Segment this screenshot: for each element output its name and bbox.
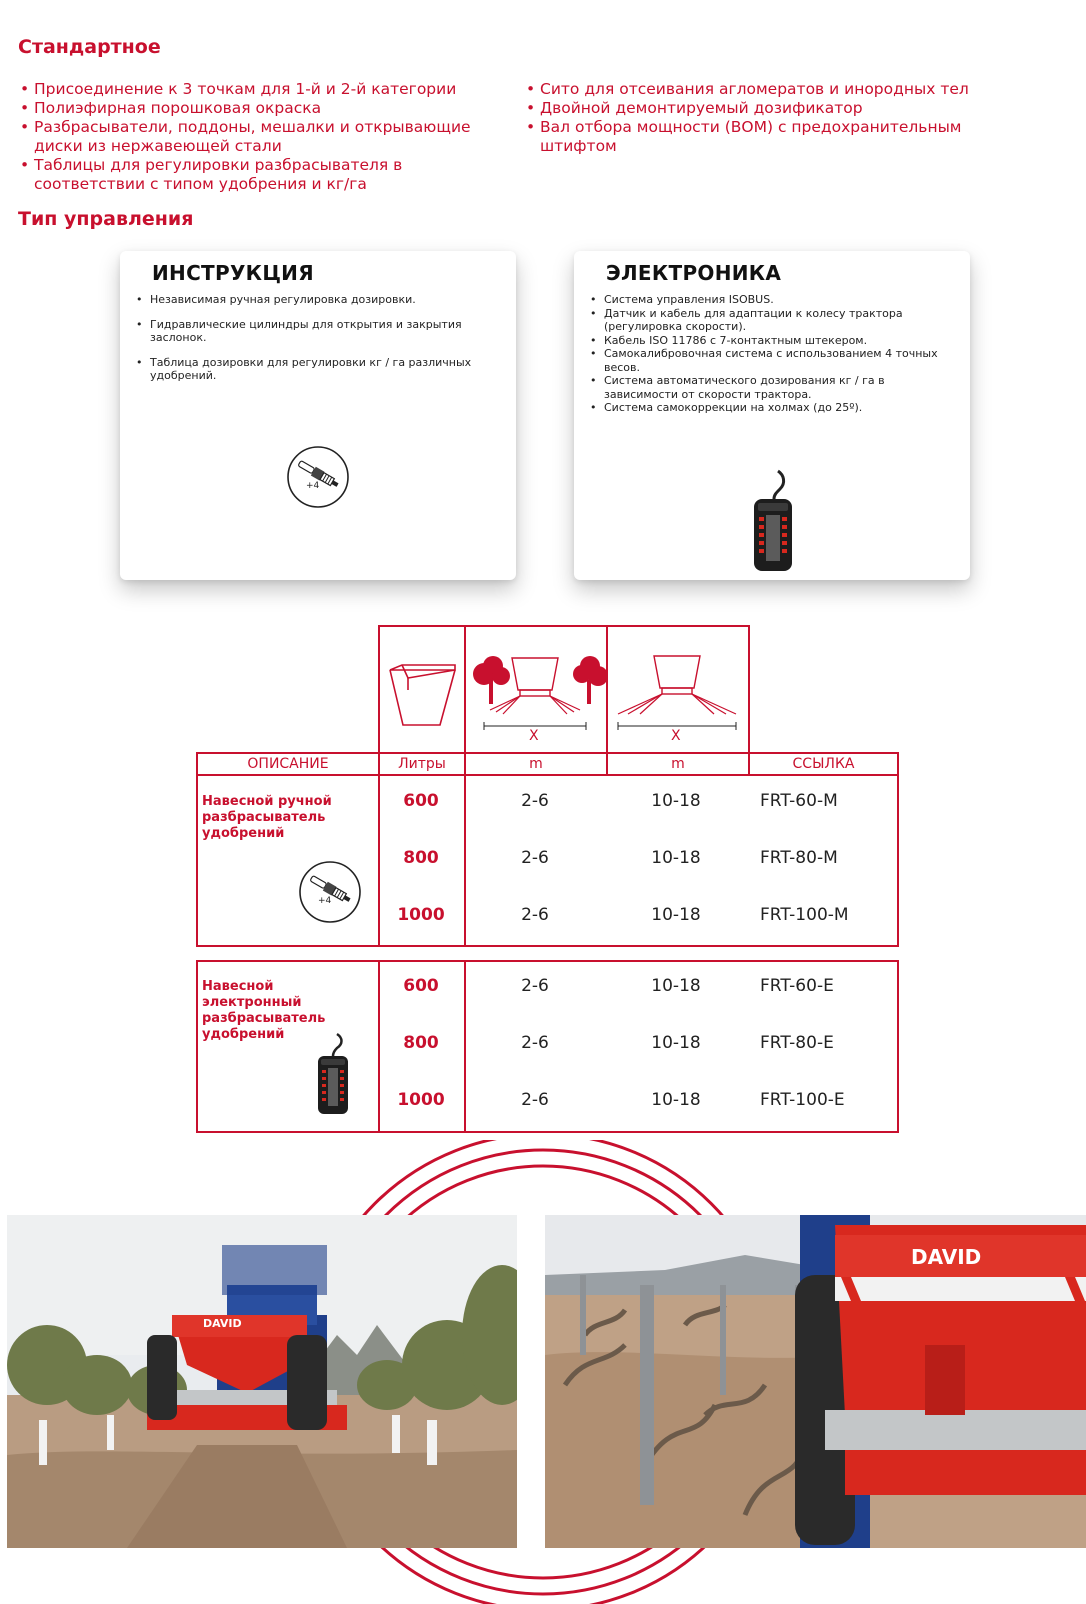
width-orchard-cell: 2-6 [521,905,549,925]
list-item: • Система самокоррекции на холмах (до 25º). [588,401,958,415]
width-field-cell: 10-18 [651,1090,701,1110]
width-field-cell: 10-18 [651,1033,701,1053]
header-description: ОПИСАНИЕ [247,756,329,772]
width-orchard-cell: 2-6 [521,791,549,811]
list-item: • Гидравлические цилиндры для открытия и закрытия заслонок. [134,318,494,345]
orchard-photo [7,1215,517,1548]
electronic-card-title: ЭЛЕКТРОНИКА [606,261,782,285]
isobus-controller-icon [315,1032,351,1116]
brand-logo: DAVID [203,1317,242,1330]
width-field-cell: 10-18 [651,905,701,925]
header-liters: Литры [398,756,446,772]
orchard-spread-icon [473,656,608,730]
list-item: • Система управления ISOBUS. [588,293,958,307]
group-description: Навесной электронный разбрасыватель удобрений [202,979,326,1042]
liters-cell: 600 [403,976,439,996]
list-item: • Система автоматического дозирования кг / га в зависимости от скорости трактора. [588,374,958,401]
list-item: • Разбрасыватели, поддоны, мешалки и открывающие диски из нержавеющей стали [18,118,488,156]
width-orchard-cell: 2-6 [521,1033,549,1053]
header-width-orchard: m [529,756,543,772]
width-orchard-cell: 2-6 [521,848,549,868]
reference-cell: FRT-80-E [760,1033,834,1053]
manual-card-title: ИНСТРУКЦИЯ [152,261,314,285]
list-item: • Вал отбора мощности (ВОМ) с предохранительным штифтом [524,118,994,156]
field-spread-icon [618,656,736,730]
liters-cell: 800 [403,848,439,868]
width-field-cell: 10-18 [651,791,701,811]
reference-cell: FRT-100-E [760,1090,845,1110]
spread-width-marker: X [529,728,539,744]
icon-label: +4 [318,896,332,906]
width-field-cell: 10-18 [651,976,701,996]
list-item: • Датчик и кабель для адаптации к колесу трактора (регулировка скорости). [588,307,958,334]
list-item: • Самокалибровочная система с использованием 4 точных весов. [588,347,958,374]
hopper-icon [390,665,455,725]
header-width-field: m [671,756,685,772]
brand-logo: DAVID [911,1245,982,1269]
reference-cell: FRT-80-M [760,848,838,868]
reference-cell: FRT-100-M [760,905,849,925]
liters-cell: 800 [403,1033,439,1053]
list-item: • Таблица дозировки для регулировки кг / га различных удобрений. [134,356,494,383]
width-orchard-cell: 2-6 [521,1090,549,1110]
hydraulic-connector-icon [298,860,362,924]
control-title: Тип управления [18,208,194,230]
list-item: • Независимая ручная регулировка дозировки. [134,293,494,307]
list-item: • Кабель ISO 11786 с 7-контактным штекером. [588,334,958,348]
list-item: • Таблицы для регулировки разбрасывателя в соответствии с типом удобрения и кг/га [18,156,488,194]
spread-width-marker: X [671,728,681,744]
list-item: • Полиэфирная порошковая окраска [18,99,488,118]
vineyard-photo [545,1215,1086,1548]
liters-cell: 600 [403,791,439,811]
liters-cell: 1000 [397,905,445,925]
reference-cell: FRT-60-E [760,976,834,996]
list-item: • Присоединение к 3 точкам для 1-й и 2-й категории [18,80,488,99]
group-description: Навесной ручной разбрасыватель удобрений [202,794,332,841]
standard-title: Стандартное [18,36,161,58]
list-item: • Сито для отсеивания агломератов и инородных тел [524,80,994,99]
header-reference: ССЫЛКА [792,756,855,772]
icon-label: +4 [306,481,320,491]
reference-cell: FRT-60-M [760,791,838,811]
width-field-cell: 10-18 [651,848,701,868]
width-orchard-cell: 2-6 [521,976,549,996]
liters-cell: 1000 [397,1090,445,1110]
list-item: • Двойной демонтируемый дозификатор [524,99,994,118]
